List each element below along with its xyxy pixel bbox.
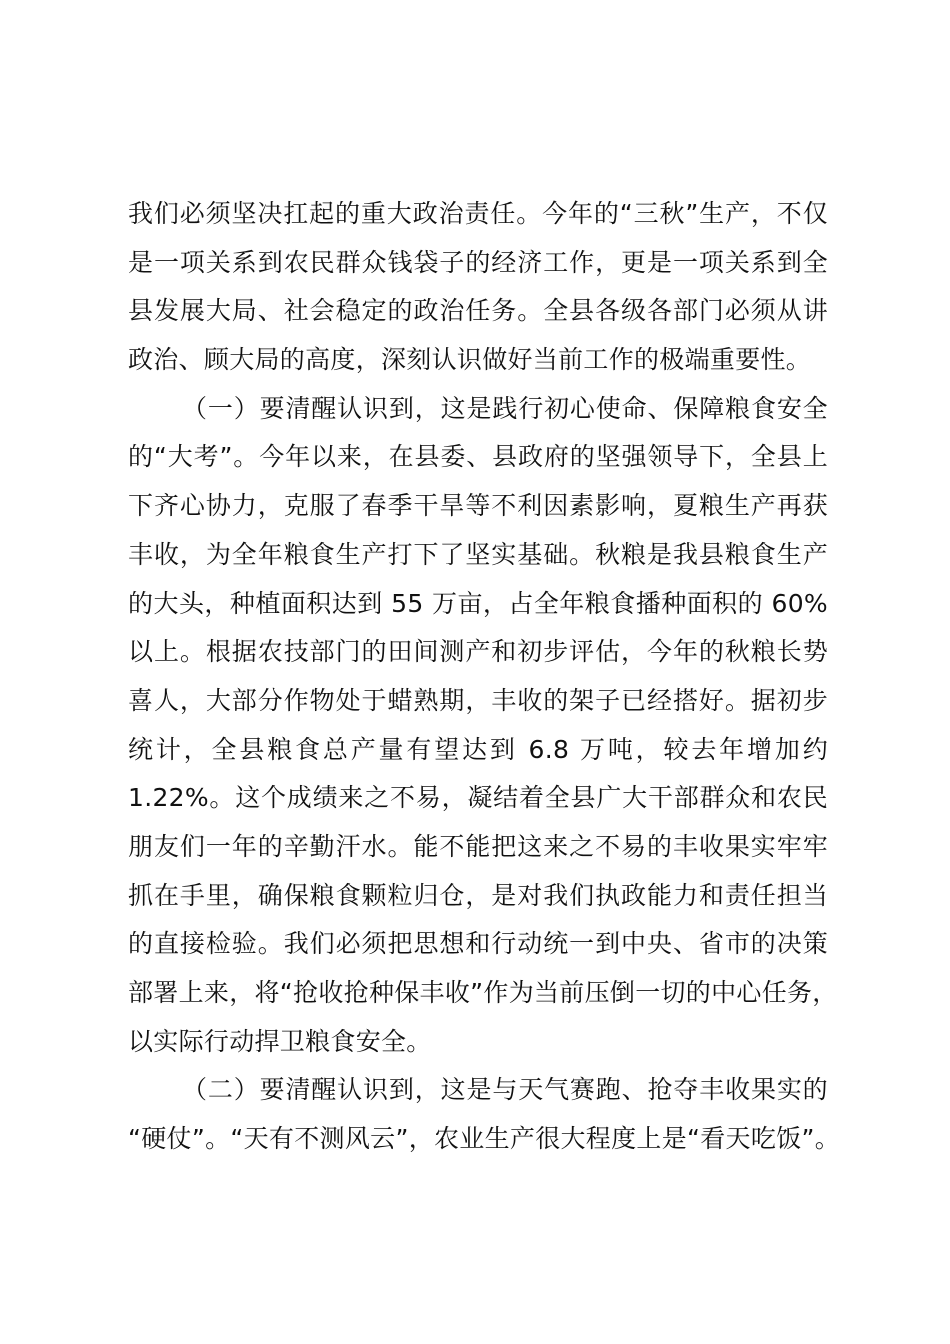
- text-line: 的大头，种植面积达到 55 万亩，占全年粮食播种面积的 60%: [128, 588, 828, 618]
- text-line: 部署上来，将“抢收抢种保丰收”作为当前压倒一切的中心任务，: [128, 978, 838, 1007]
- text-line: 是一项关系到农民群众钱袋子的经济工作，更是一项关系到全: [128, 247, 828, 277]
- text-line: “硬仗”。“天有不测风云”，农业生产很大程度上是“看天吃饭”。: [128, 1124, 841, 1154]
- text-line: 的“大考”。今年以来，在县委、县政府的坚强领导下，全县上: [128, 442, 828, 472]
- text-line: 统计，全县粮食总产量有望达到 6.8 万吨，较去年增加约: [128, 734, 828, 764]
- text-line: 抓在手里，确保粮食颗粒归仓，是对我们执政能力和责任担当: [128, 880, 828, 910]
- text-line: 以上。根据农技部门的田间测产和初步评估，今年的秋粮长势: [128, 637, 828, 667]
- text-line: 政治、顾大局的高度，深刻认识做好当前工作的极端重要性。: [128, 345, 812, 375]
- text-line: 丰收，为全年粮食生产打下了坚实基础。秋粮是我县粮食生产: [128, 539, 828, 569]
- text-line: 我们必须坚决扛起的重大政治责任。今年的“三秋”生产，不仅: [128, 199, 828, 228]
- text-line: 喜人，大部分作物处于蜡熟期，丰收的架子已经搭好。据初步: [128, 685, 828, 715]
- body-text: [128, 190, 841, 1164]
- paragraph-heading-line: （一）要清醒认识到，这是践行初心使命、保障粮食安全: [182, 393, 828, 423]
- text-line: 的直接检验。我们必须把思想和行动统一到中央、省市的决策: [128, 929, 828, 959]
- text-line: 朋友们一年的辛勤汗水。能不能把这来之不易的丰收果实牢牢: [128, 831, 828, 861]
- text-line: 下齐心协力，克服了春季干旱等不利因素影响，夏粮生产再获: [128, 491, 828, 521]
- text-line: 1.22%。这个成绩来之不易，凝结着全县广大干部群众和农民: [128, 783, 828, 813]
- text-line: 县发展大局、社会稳定的政治任务。全县各级各部门必须从讲: [128, 296, 828, 326]
- text-line: 以实际行动捍卫粮食安全。: [128, 1026, 432, 1056]
- paragraph-heading-line: （二）要清醒认识到，这是与天气赛跑、抢夺丰收果实的: [182, 1075, 828, 1105]
